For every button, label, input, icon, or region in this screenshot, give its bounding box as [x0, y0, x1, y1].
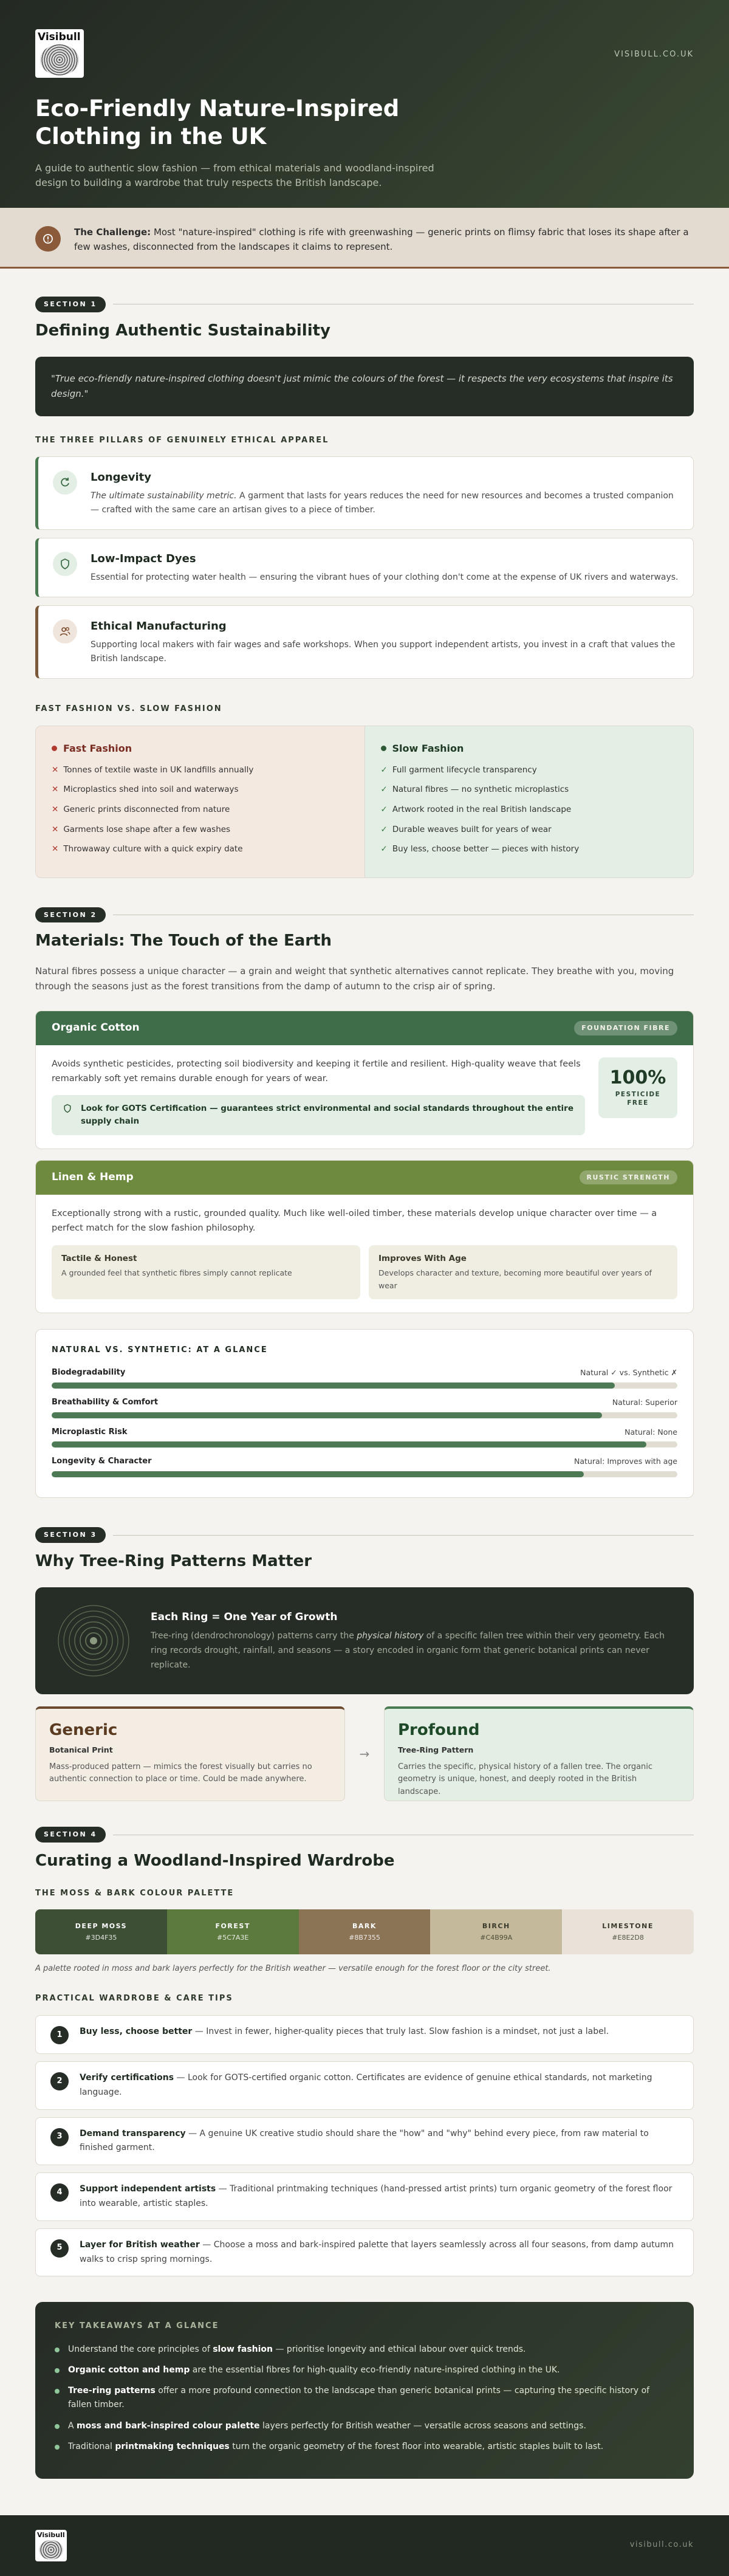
pillar-text	[91, 489, 679, 517]
bar-value: Natural: None	[625, 1427, 677, 1437]
materials-intro: Natural fibres possess a unique character — a grain and weight that synthetic alternatives cannot replicate. They breathe with you, moving through the seasons just as the forest transitions from the damp of autumn to the crisp air of spring.	[35, 965, 674, 992]
pillar-body: A garment that lasts for years reduces the need for new resources and becomes a trusted companion — crafted with the same care an artisan gives to a piece of timber.	[91, 491, 674, 515]
swatch-hex: #8B7355	[349, 1934, 380, 1942]
bar-label: Biodegradability	[52, 1368, 126, 1378]
section-divider	[113, 1535, 694, 1536]
palette-caption: A palette rooted in moss and bark layers perfectly for the British weather — versatile enough for the forest floor or the city street.	[35, 1964, 551, 1974]
swatch-deep-moss	[35, 1909, 167, 1954]
fast-fashion-heading	[52, 741, 349, 757]
takeaway-bold: slow fashion	[213, 2344, 273, 2355]
card-text: Mass-produced pattern — mimics the forest visually but carries no authentic connection to place or time. Could be made anywhere.	[49, 1762, 312, 1784]
section-pill: SECTION 2	[35, 907, 106, 923]
takeaway-a: A	[68, 2420, 77, 2431]
shield-icon	[63, 1104, 72, 1113]
list-item	[52, 843, 349, 856]
comparison-bar	[52, 1367, 677, 1389]
generic-card	[35, 1706, 345, 1801]
tip-item	[35, 2061, 694, 2110]
cross-icon: ✕	[52, 844, 59, 854]
logo-text: Visibull	[38, 31, 81, 43]
fast-vs-slow-comparison	[35, 726, 694, 878]
pillar-text: Supporting local makers with fair wages and safe workshops. When you support independent artists, you invest in a craft that values the British landscape.	[91, 640, 676, 664]
pillar-ethical-manufacturing	[35, 605, 694, 679]
takeaway-bold: moss and bark-inspired colour palette	[77, 2420, 260, 2431]
card-badge: RUSTIC STRENGTH	[580, 1170, 677, 1185]
stat-label-line-1: PESTICIDE	[615, 1090, 661, 1098]
list-item-text: Durable weaves built for years of wear	[392, 824, 552, 834]
swatch-name: FOREST	[215, 1922, 250, 1930]
feature-text: Develops character and texture, becoming more beautiful over years of wear	[378, 1268, 652, 1290]
takeaway-c: are the essential fibres for high-quality eco-friendly nature-inspired clothing in the UK.	[190, 2365, 560, 2375]
fast-fashion-title: Fast Fashion	[63, 743, 132, 755]
swatch-name: DEEP MOSS	[75, 1922, 127, 1930]
feature-title: Tactile & Honest	[61, 1254, 137, 1264]
section-4-label-row	[35, 1827, 694, 1843]
tip-bold: Verify certifications	[80, 2073, 174, 2083]
check-icon: ✓	[380, 764, 388, 775]
linen-hemp-card	[35, 1160, 694, 1314]
section-pill: SECTION 1	[35, 297, 106, 312]
banner-text	[151, 1629, 673, 1672]
bullet-dot-icon	[55, 2368, 60, 2373]
swatch-name: LIMESTONE	[602, 1922, 654, 1930]
site-logo[interactable]	[35, 29, 84, 78]
takeaway-a: Traditional	[68, 2441, 115, 2451]
card-badge: FOUNDATION FIBRE	[574, 1021, 677, 1036]
tip-text	[80, 2127, 679, 2156]
card-body	[36, 1045, 693, 1149]
takeaway-item	[55, 2384, 674, 2412]
bar-track	[52, 1412, 677, 1418]
card-body	[36, 1195, 693, 1313]
card-subtitle: Tree-Ring Pattern	[398, 1745, 474, 1754]
list-item	[381, 783, 678, 797]
slow-fashion-list	[381, 764, 678, 856]
section-pill: SECTION 3	[35, 1527, 106, 1543]
bar-label: Microplastic Risk	[52, 1427, 128, 1437]
tree-ring-logo-icon	[39, 2540, 63, 2560]
swatch-forest	[167, 1909, 299, 1954]
list-item	[381, 823, 678, 837]
card-title: Organic Cotton	[52, 1022, 140, 1034]
bullet-dot-icon	[55, 2348, 60, 2352]
slow-fashion-title: Slow Fashion	[392, 743, 464, 755]
section-1-title: Defining Authentic Sustainability	[35, 321, 330, 340]
feature-text: A grounded feel that synthetic fibres simply cannot replicate	[61, 1268, 292, 1278]
tip-text	[80, 2071, 679, 2100]
list-item	[52, 783, 349, 797]
tip-body: — Invest in fewer, higher-quality pieces that truly last. Slow fashion is a mindset, not just a label.	[192, 2027, 609, 2037]
gots-text: Look for GOTS Certification — guarantees strict environmental and social standards throughout the entire supply chain	[81, 1103, 573, 1126]
colour-palette	[35, 1909, 694, 1954]
section-3-title: Why Tree-Ring Patterns Matter	[35, 1551, 312, 1570]
pillar-title: Low-Impact Dyes	[91, 552, 196, 566]
list-item	[52, 764, 349, 777]
banner-text-b: of a specific fallen tree within their very geometry. Each ring records drought, rainfall, and seasons — a story encoded in organic form that generic botanical prints can never replicate.	[151, 1631, 665, 1670]
challenge-body: Most "nature-inspired" clothing is rife with greenwashing — generic prints on flimsy fabric that loses its shape after a few washes, disconnected from the landscapes it claims to represent.	[74, 227, 689, 252]
tip-bold: Buy less, choose better	[80, 2027, 193, 2037]
tip-text	[80, 2182, 679, 2211]
bar-track	[52, 1382, 677, 1389]
tip-text	[80, 2238, 679, 2267]
section-pill: SECTION 4	[35, 1827, 106, 1843]
tip-item	[35, 2015, 694, 2054]
card-text: Exceptionally strong with a rustic, grounded quality. Much like well-oiled timber, these materials develop unique character over time — a perfect match for the slow fashion philosophy.	[52, 1208, 657, 1233]
pull-quote: "True eco-friendly nature-inspired clothing doesn't just mimic the colours of the forest — it respects the very ecosystems that inspire its design."	[35, 357, 694, 416]
tip-body: — Traditional printmaking techniques (hand-pressed artist prints) turn organic geometry of the forest floor into wearable, artistic staples.	[80, 2184, 673, 2208]
tip-body: — Choose a moss and bark-inspired palette that layers seamlessly across all four seasons, from damp autumn walks to crisp spring mornings.	[80, 2239, 674, 2264]
check-icon: ✓	[380, 785, 388, 795]
list-item-text: Full garment lifecycle transparency	[392, 764, 537, 775]
pesticide-stat	[598, 1057, 677, 1118]
people-icon	[53, 619, 77, 644]
tip-bold: Support independent artists	[80, 2184, 216, 2194]
takeaways-heading: KEY TAKEAWAYS AT A GLANCE	[55, 2321, 219, 2331]
bar-fill	[52, 1382, 615, 1389]
swatch-hex: #5C7A3E	[217, 1934, 249, 1942]
palette-heading: THE MOSS & BARK COLOUR PALETTE	[35, 1888, 234, 1898]
bar-value: Natural: Improves with age	[574, 1457, 677, 1466]
swatch-hex: #C4B99A	[480, 1934, 513, 1942]
tip-number: 4	[50, 2183, 69, 2202]
feature-tactile	[52, 1245, 360, 1299]
list-item-text: Microplastics shed into soil and waterways	[63, 785, 239, 795]
pillar-title: Longevity	[91, 471, 151, 484]
stat-label-line-2: FREE	[627, 1099, 649, 1107]
shield-icon	[53, 552, 77, 576]
profound-card	[384, 1706, 694, 1801]
challenge-label: The Challenge:	[74, 227, 151, 238]
tip-number: 2	[50, 2072, 69, 2090]
takeaway-bold: printmaking techniques	[115, 2441, 230, 2451]
bar-value: Natural: Superior	[612, 1397, 677, 1407]
bullet-dot-icon	[55, 2389, 60, 2394]
section-1-label-row	[35, 297, 694, 312]
list-item-text: Throwaway culture with a quick expiry date	[63, 844, 243, 854]
pillar-text: Essential for protecting water health — ensuring the vibrant hues of your clothing don't come at the expense of UK rivers and waterways.	[91, 572, 679, 583]
tip-item	[35, 2117, 694, 2166]
tip-item	[35, 2172, 694, 2221]
linen-features	[52, 1245, 677, 1299]
takeaways-list	[55, 2343, 674, 2454]
takeaway-c: turn the organic geometry of the forest floor into wearable, artistic staples built to last.	[229, 2441, 604, 2451]
tip-bold: Layer for British weather	[80, 2239, 200, 2250]
challenge-banner	[0, 208, 729, 269]
pillar-title: Ethical Manufacturing	[91, 620, 227, 633]
takeaway-item	[55, 2419, 674, 2433]
tip-number: 1	[50, 2026, 69, 2044]
list-item	[381, 764, 678, 777]
tip-body: — A genuine UK creative studio should share the "how" and "why" behind every piece, from raw material to finished garment.	[80, 2128, 649, 2153]
check-icon: ✓	[380, 824, 388, 834]
swatch-name: BIRCH	[482, 1922, 510, 1930]
list-item	[381, 843, 678, 856]
pillar-emphasis: The ultimate sustainability metric.	[91, 491, 237, 501]
tree-rings-icon	[56, 1603, 131, 1678]
bullet-dot-icon	[55, 2424, 60, 2429]
pillar-low-impact-dyes	[35, 538, 694, 597]
swatch-birch	[430, 1909, 562, 1954]
comparison-bar	[52, 1396, 677, 1418]
list-item	[381, 803, 678, 817]
nvs-heading: NATURAL VS. SYNTHETIC: AT A GLANCE	[52, 1345, 268, 1355]
alert-icon	[35, 226, 61, 252]
refresh-icon	[53, 470, 77, 495]
tree-ring-banner	[35, 1587, 694, 1694]
tip-number: 5	[50, 2239, 69, 2258]
card-header	[36, 1161, 693, 1195]
section-2-label-row	[35, 907, 694, 923]
cross-icon: ✕	[52, 764, 59, 775]
swatch-hex: #3D4F35	[85, 1934, 117, 1942]
list-item-text: Generic prints disconnected from nature	[63, 804, 230, 814]
tip-number: 3	[50, 2128, 69, 2146]
takeaway-a: Understand the core principles of	[68, 2344, 213, 2355]
arrow-right-icon: →	[359, 1747, 370, 1762]
takeaway-bold: Tree-ring patterns	[68, 2386, 156, 2396]
section-4-title: Curating a Woodland-Inspired Wardrobe	[35, 1852, 395, 1870]
green-dot-icon	[381, 746, 386, 751]
bar-fill	[52, 1441, 646, 1448]
bar-track	[52, 1471, 677, 1477]
pillar-longevity	[35, 456, 694, 530]
section-2-title: Materials: The Touch of the Earth	[35, 932, 332, 950]
natural-vs-synthetic-panel	[35, 1329, 694, 1498]
bar-fill	[52, 1471, 584, 1477]
tips-heading: PRACTICAL WARDROBE & CARE TIPS	[35, 1994, 233, 2004]
takeaway-bold: Organic cotton and hemp	[68, 2365, 190, 2375]
bar-track	[52, 1441, 677, 1448]
swatch-limestone	[562, 1909, 694, 1954]
hero-header	[0, 0, 729, 208]
slow-fashion-column	[365, 726, 694, 878]
slow-fashion-heading	[381, 741, 678, 757]
tip-bold: Demand transparency	[80, 2128, 186, 2138]
check-icon: ✓	[380, 844, 388, 854]
tree-ring-logo-icon	[40, 44, 79, 75]
pillars-heading: THE THREE PILLARS OF GENUINELY ETHICAL APPAREL	[35, 435, 329, 445]
challenge-text	[74, 225, 694, 254]
banner-text-a: Tree-ring (dendrochronology) patterns carry the	[151, 1631, 357, 1641]
list-item-text: Buy less, choose better — pieces with history	[392, 844, 580, 854]
banner-text-emphasis: physical history	[357, 1631, 424, 1641]
feature-title: Improves With Age	[378, 1254, 467, 1264]
swatch-bark	[299, 1909, 431, 1954]
section-3-label-row	[35, 1527, 694, 1543]
check-icon: ✓	[380, 804, 388, 814]
bar-fill	[52, 1412, 602, 1418]
takeaway-item	[55, 2440, 674, 2454]
takeaway-item	[55, 2343, 674, 2357]
generic-vs-profound	[35, 1706, 694, 1801]
logo-text: Visibull	[37, 2530, 65, 2539]
page-subtitle: A guide to authentic slow fashion — from ethical materials and woodland-inspired design to building a wardrobe that truly respects the British landscape.	[35, 162, 434, 189]
card-header	[36, 1011, 693, 1045]
compare-heading: FAST FASHION VS. SLOW FASHION	[35, 704, 222, 714]
bar-value: Natural ✓ vs. Synthetic ✗	[580, 1368, 677, 1378]
red-dot-icon	[52, 746, 57, 751]
banner-title: Each Ring = One Year of Growth	[151, 1611, 338, 1624]
takeaway-c: layers perfectly for British weather — versatile across seasons and settings.	[259, 2420, 586, 2431]
footer-logo[interactable]	[35, 2530, 67, 2561]
key-takeaways	[35, 2302, 694, 2478]
list-item-text: Tonnes of textile waste in UK landfills annually	[63, 764, 254, 775]
takeaway-c: offer a more profound connection to the landscape than generic botanical prints — capturing the specific history of fallen timber.	[68, 2386, 650, 2410]
cross-icon: ✕	[52, 785, 59, 795]
card-text: Avoids synthetic pesticides, protecting soil biodiversity and keeping it fertile and resilient. High-quality weave that feels remarkably soft yet remains durable enough for years of wear.	[52, 1059, 581, 1084]
card-title: Generic	[49, 1721, 118, 1740]
comparison-bar	[52, 1455, 677, 1477]
list-item	[52, 803, 349, 817]
card-text: Carries the specific, physical history of a fallen tree. The organic geometry is unique, honest, and deeply rooted in the British landscape.	[398, 1762, 653, 1797]
swatch-name: BARK	[352, 1922, 377, 1930]
page-title: Eco-Friendly Nature-Inspired Clothing in the UK	[35, 95, 400, 150]
gots-callout	[52, 1095, 585, 1135]
list-item-text: Artwork rooted in the real British landscape	[392, 804, 572, 814]
footer-url[interactable]: visibull.co.uk	[629, 2540, 694, 2550]
card-title: Profound	[398, 1721, 480, 1740]
cross-icon: ✕	[52, 804, 59, 814]
organic-cotton-card	[35, 1011, 694, 1149]
card-title: Linen & Hemp	[52, 1170, 134, 1183]
fast-fashion-column	[36, 726, 365, 878]
bar-label: Longevity & Character	[52, 1457, 152, 1466]
site-footer	[0, 2515, 729, 2576]
tip-body: — Look for GOTS-certified organic cotton. Certificates are evidence of genuine ethical standards, not marketing language.	[80, 2073, 652, 2097]
card-subtitle: Botanical Print	[49, 1745, 113, 1754]
comparison-bar	[52, 1426, 677, 1448]
swatch-hex: #E8E2D8	[612, 1934, 644, 1942]
tip-item	[35, 2228, 694, 2277]
takeaway-item	[55, 2363, 674, 2377]
takeaway-c: — prioritise longevity and ethical labour over quick trends.	[273, 2344, 526, 2355]
list-item-text: Natural fibres — no synthetic microplastics	[392, 785, 569, 795]
bullet-dot-icon	[55, 2445, 60, 2450]
tip-text	[80, 2025, 609, 2039]
stat-value: 100%	[609, 1066, 666, 1088]
list-item	[52, 823, 349, 837]
bar-label: Breathability & Comfort	[52, 1397, 159, 1407]
fast-fashion-list	[52, 764, 349, 856]
cross-icon: ✕	[52, 824, 59, 834]
site-url[interactable]: VISIBULL.CO.UK	[614, 50, 694, 59]
feature-improves-with-age	[369, 1245, 677, 1299]
list-item-text: Garments lose shape after a few washes	[63, 824, 231, 834]
